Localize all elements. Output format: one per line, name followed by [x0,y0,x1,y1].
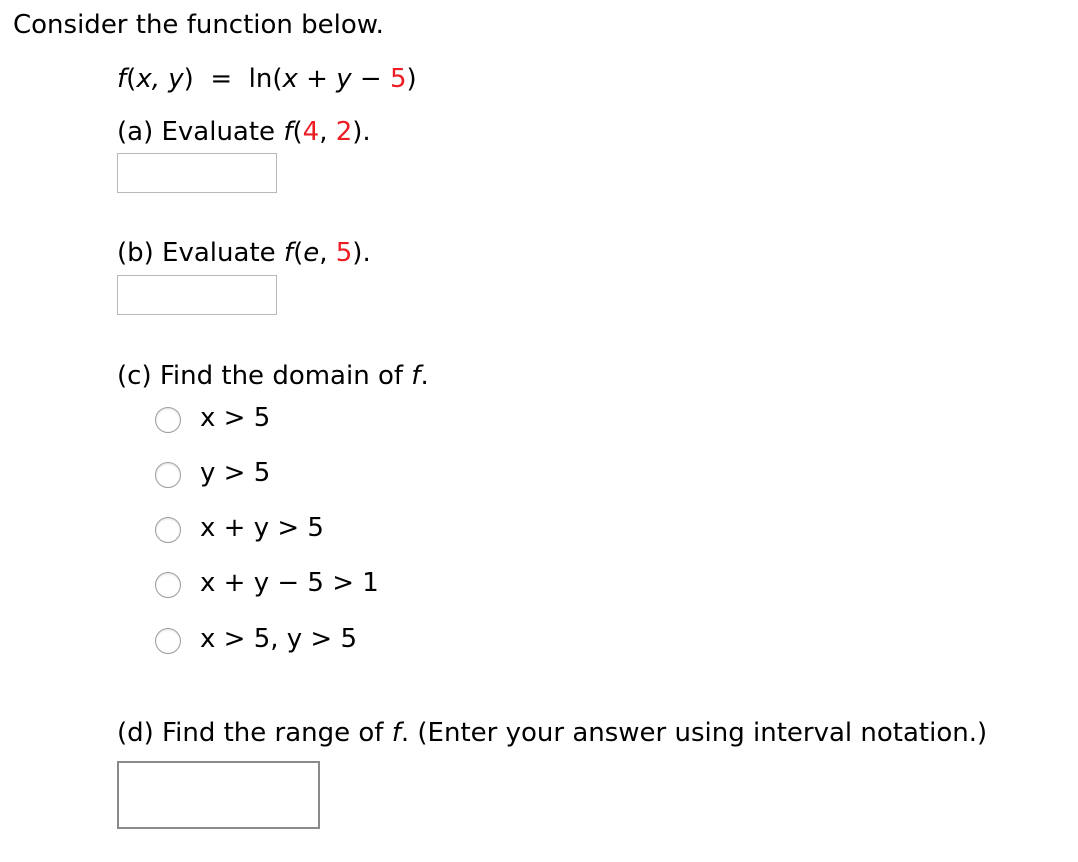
part-c-function: f [411,361,421,391]
domain-option-4-radio[interactable] [155,572,181,598]
var-y: y [336,64,352,94]
part-d-label: (d) Find the range of [117,718,392,748]
part-b-answer-field[interactable] [117,275,277,315]
var-x: x [282,64,298,94]
part-b-label: (b) Evaluate [117,238,284,268]
part-d-answer-input[interactable] [119,763,318,827]
domain-option-3-label[interactable]: x + y > 5 [200,513,324,543]
part-a-prompt: (a) Evaluate f(4, 2). [117,117,371,147]
part-d-function: f [391,718,401,748]
part-b-function: f [283,238,294,268]
question-intro: Consider the function below. [13,10,384,40]
domain-option-1-radio[interactable] [155,407,181,433]
domain-option-5-radio[interactable] [155,628,181,654]
part-b-arg2: 5 [335,238,353,268]
domain-option-3-radio[interactable] [155,517,181,543]
part-a-label: (a) Evaluate [117,117,284,147]
part-b-answer-input[interactable] [118,276,276,314]
part-c-prompt: (c) Find the domain of f. [117,361,429,391]
equals-sign: = [210,64,233,94]
domain-option-2-label[interactable]: y > 5 [200,458,271,488]
function-name: f [117,64,127,94]
domain-option-4-label[interactable]: x + y − 5 > 1 [200,568,379,598]
part-a-arg2: 2 [335,117,353,147]
part-a-answer-input[interactable] [118,154,276,192]
domain-option-1-label[interactable]: x > 5 [200,403,271,433]
function-definition: f(x, y) = ln(x + y − 5) [117,64,417,94]
part-d-instruction: . (Enter your answer using interval notation.) [400,718,988,748]
domain-option-2-radio[interactable] [155,462,181,488]
part-b-prompt: (b) Evaluate f(e, 5). [117,238,371,268]
part-d-answer-field[interactable] [117,761,320,829]
part-b-arg1: e [303,238,320,268]
domain-option-5-label[interactable]: x > 5, y > 5 [200,624,358,654]
part-a-function: f [283,117,293,147]
part-c-label: (c) Find the domain of [117,361,412,391]
plus-sign: + [306,64,328,94]
minus-sign: − [359,64,382,94]
ln-operator: ln [248,64,273,94]
part-a-answer-field[interactable] [117,153,277,193]
function-constant: 5 [389,64,407,94]
part-d-prompt [117,718,987,749]
part-a-arg1: 4 [302,117,320,147]
function-args: x, y [136,64,184,94]
